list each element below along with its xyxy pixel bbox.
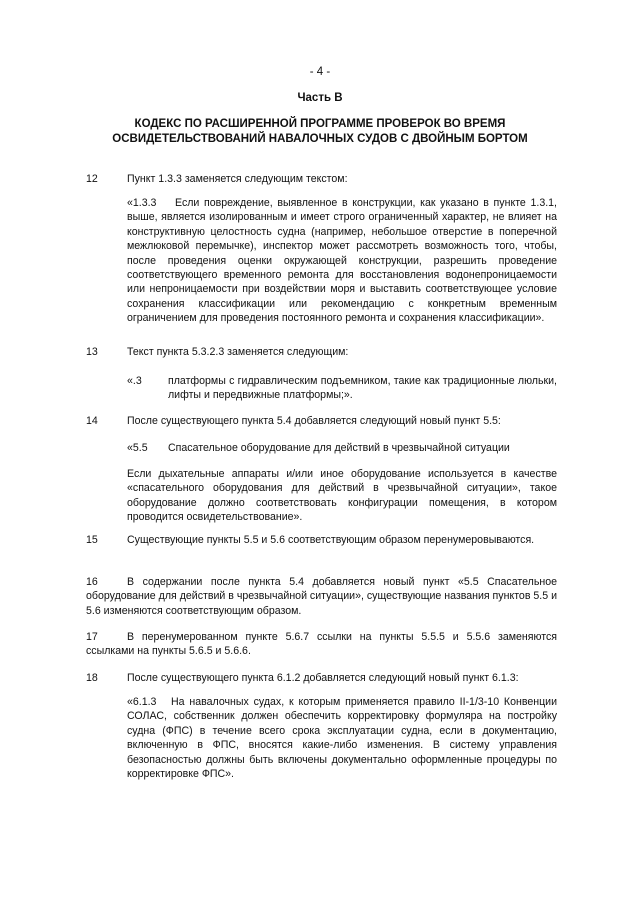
quote-code: «1.3.3 [127, 197, 157, 209]
item-number: 16 [86, 576, 98, 588]
item-number: 12 [86, 173, 98, 185]
item-paragraph [86, 630, 557, 659]
item-number: 15 [86, 534, 98, 546]
item-text: В перенумерованном пункте 5.6.7 ссылки на пункты 5.5.5 и 5.5.6 заменяются ссылками на пункты 5.6.5 и 5.6.6. [86, 631, 557, 658]
quote-text: Если повреждение, выявленное в конструкции, как указано в пункте 1.3.1, выше, является изолированным и имеет строго ограниченный характер, не влияет на конструктивную целостность судна (например, небольшое отверстие в поперечной межлюковой перемычке), инспектор может рассмотреть возможность того, чтобы, после проведения оценки окружающей конструкции, разрешить проведение соответствующего временного ремонта для восстановления водонепроницаемости или непроницаемости при воздействии моря и выставить соответствующее условие сохранения классификации или рекомендацию с конкретным временным ограничением для проведения постоянного ремонта и сохранения классификации». [127, 197, 557, 325]
item-lead: После существующего пункта 5.4 добавляется следующий новый пункт 5.5: [127, 415, 501, 427]
item-text: Существующие пункты 5.5 и 5.6 соответствующим образом перенумеровываются. [127, 534, 535, 546]
quote-text: платформы с гидравлическим подъемником, такие как традиционные люльки, лифты и передвижные платформы;». [168, 375, 557, 402]
document-title: КОДЕКС ПО РАСШИРЕННОЙ ПРОГРАММЕ ПРОВЕРОК ВО ВРЕМЯ ОСВИДЕТЕЛЬСТВОВАНИЙ НАВАЛОЧНЫХ СУДОВ С ДВОЙНЫМ БОРТОМ [112, 118, 528, 145]
quote-code: «5.5 [127, 442, 148, 454]
quoted-paragraph [127, 695, 557, 781]
quote-code: «6.1.3 [127, 696, 157, 708]
item-number: 18 [86, 672, 98, 684]
item-lead: Пункт 1.3.3 заменяется следующим текстом: [127, 173, 348, 185]
item-number: 13 [86, 346, 98, 358]
item-paragraph [86, 533, 557, 547]
item-text: В содержании после пункта 5.4 добавляется новый пункт «5.5 Спасательное оборудование для действий в чрезвычайной ситуации», существующие названия пунктов 5.5 и 5.6 изменяются соответствующим образом. [86, 576, 557, 617]
item-paragraph [86, 575, 557, 618]
part-heading: Часть B [297, 92, 343, 104]
page-number: - 4 - [309, 66, 331, 78]
item-number: 14 [86, 415, 98, 427]
item-lead: После существующего пункта 6.1.2 добавляется следующий новый пункт 6.1.3: [127, 672, 519, 684]
item-number: 17 [86, 631, 98, 643]
quote-code: «.3 [127, 375, 142, 387]
quote-text: На навалочных судах, к которым применяется правило II-1/3-10 Конвенции СОЛАС, собственник должен обеспечить корректировку формуляра на постройку судна (ФПС) в течение всего срока эксплуатации судна, если в документацию, включенную в ФПС, вносятся какие-либо изменения. В систему управления безопасностью должны быть включены документально оформленные процедуры по корректировке ФПС». [127, 696, 557, 781]
item-extra-paragraph: Если дыхательные аппараты и/или иное оборудование используется в качестве «спасательного оборудования для действий в чрезвычайной ситуации», такое оборудование должно соответствовать конфигурации помещения, в котором проводится освидетельствование». [127, 468, 557, 524]
quoted-paragraph [127, 196, 557, 326]
quote-text: Спасательное оборудование для действий в чрезвычайной ситуации [168, 442, 510, 454]
item-lead: Текст пункта 5.3.2.3 заменяется следующим: [127, 346, 349, 358]
